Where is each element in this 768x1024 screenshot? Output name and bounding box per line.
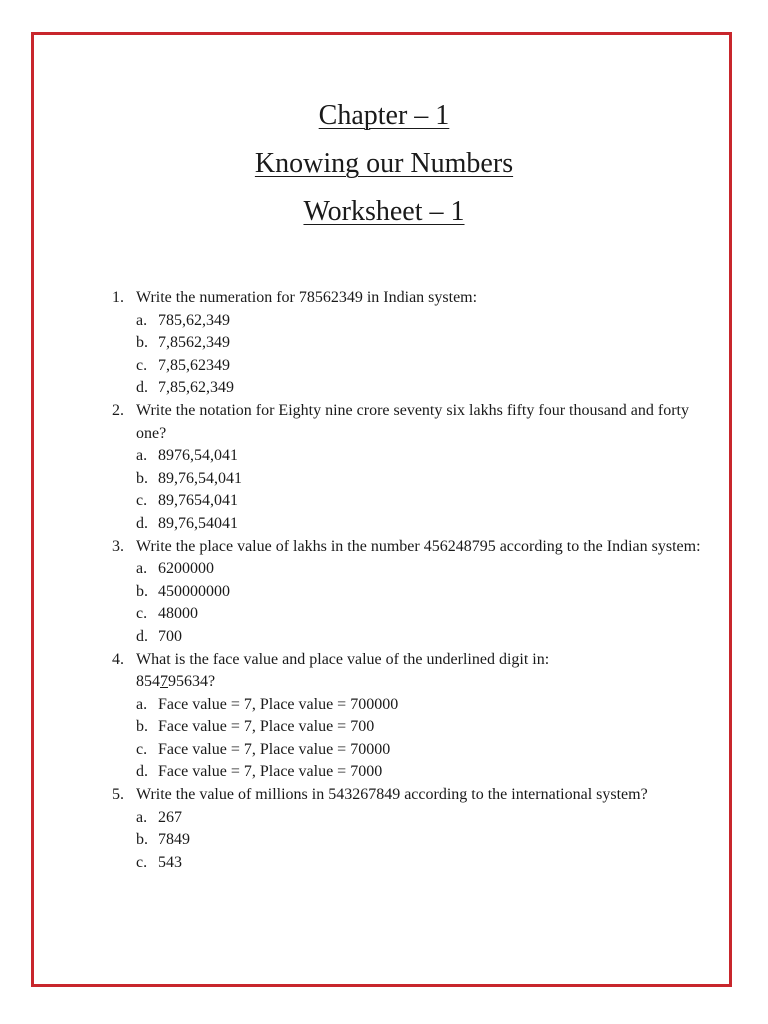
option: [112, 310, 702, 333]
question-number: 1.: [112, 289, 124, 306]
option-text: 6200000: [158, 560, 214, 578]
option-letter: b.: [136, 469, 148, 487]
option: [112, 332, 702, 355]
option: [112, 490, 702, 513]
option-text: 700: [158, 627, 182, 645]
question-text: [136, 649, 702, 694]
question-text-main: What is the face value and place value of the underlined digit in:: [136, 650, 550, 668]
question-number: 4.: [112, 650, 124, 668]
option-letter: b.: [136, 831, 148, 849]
option-letter: c.: [136, 356, 148, 374]
option: [112, 603, 702, 626]
option-letter: a.: [136, 560, 148, 578]
question-text: Write the numeration for 78562349 in Indian system:: [136, 289, 478, 306]
option-letter: b.: [136, 718, 148, 736]
option-letter: d.: [136, 627, 148, 645]
underlined-digit: 7: [160, 673, 168, 691]
question-number: 2.: [112, 401, 124, 419]
chapter-title: Chapter – 1: [318, 100, 450, 131]
option-letter: d.: [136, 379, 148, 397]
option-text: 8976,54,041: [158, 447, 238, 465]
option-letter: d.: [136, 514, 148, 532]
option-text: 89,7654,041: [158, 492, 238, 510]
topic-title: Knowing our Numbers: [254, 148, 514, 179]
option: [112, 694, 702, 717]
option-text: 7,85,62,349: [158, 379, 234, 397]
question-text: Write the value of millions in 543267849 according to the international system?: [136, 786, 648, 804]
option-letter: b.: [136, 334, 148, 352]
number-pre: 854: [136, 673, 160, 691]
option-letter: d.: [136, 763, 148, 781]
question-3: [112, 536, 702, 649]
option-letter: c.: [136, 492, 148, 510]
worksheet-title: Worksheet – 1: [303, 196, 465, 227]
option-letter: c.: [136, 740, 148, 758]
question-5: [112, 784, 702, 874]
option-text: 450000000: [158, 582, 230, 600]
worksheet-header: [0, 92, 768, 236]
option-letter: a.: [136, 808, 148, 826]
option-text: 267: [158, 808, 182, 826]
option-text: 7849: [158, 831, 190, 849]
option-letter: c.: [136, 853, 148, 871]
option: [112, 558, 702, 581]
option-letter: c.: [136, 605, 148, 623]
question-number: 3.: [112, 537, 124, 555]
option-letter: a.: [136, 695, 148, 713]
option-text: 543: [158, 853, 182, 871]
option: [112, 852, 702, 875]
option-text: 785,62,349: [158, 311, 230, 329]
question-number: 5.: [112, 786, 124, 804]
option-text: 89,76,54,041: [158, 469, 242, 487]
option: [112, 468, 702, 491]
option: [112, 626, 702, 649]
question-text: Write the notation for Eighty nine crore seventy six lakhs fifty four thousand and forty one?: [136, 401, 689, 442]
option-text: 7,85,62349: [158, 356, 230, 374]
option: [112, 807, 702, 830]
option-text: Face value = 7, Place value = 70000: [158, 740, 391, 758]
option-text: Face value = 7, Place value = 7000: [158, 763, 383, 781]
option: [112, 445, 702, 468]
option-text: 7,8562,349: [158, 334, 230, 352]
question-1: [112, 287, 702, 400]
question-text: Write the place value of lakhs in the number 456248795 according to the Indian system:: [136, 537, 701, 555]
question-4: [112, 649, 702, 785]
option: [112, 739, 702, 762]
question-2: [112, 400, 702, 536]
option-letter: a.: [136, 447, 148, 465]
option-text: 48000: [158, 605, 198, 623]
option: [112, 513, 702, 536]
option: [112, 355, 702, 378]
option-text: Face value = 7, Place value = 700: [158, 718, 375, 736]
option-text: 89,76,54041: [158, 514, 238, 532]
number-post: 95634?: [168, 673, 216, 691]
option-letter: b.: [136, 582, 148, 600]
option-text: Face value = 7, Place value = 700000: [158, 695, 399, 713]
option: [112, 581, 702, 604]
question-list: [112, 287, 702, 874]
option: [112, 716, 702, 739]
option: [112, 829, 702, 852]
option: [112, 377, 702, 400]
option: [112, 761, 702, 784]
option-letter: a.: [136, 311, 148, 329]
